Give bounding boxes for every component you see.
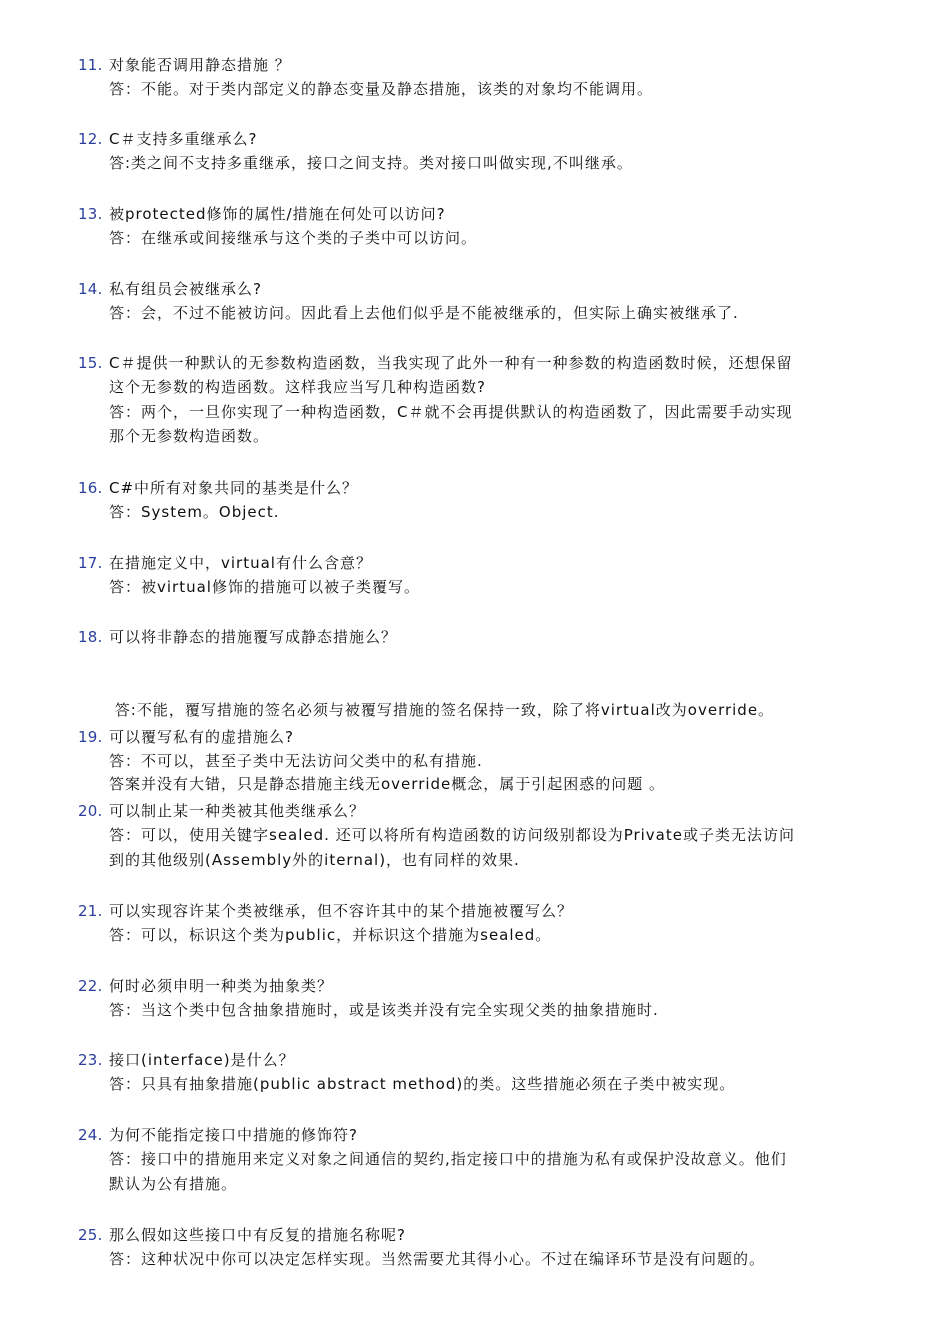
qa-item-25 xyxy=(78,1223,908,1272)
question-number: 23. xyxy=(78,1051,103,1069)
question-number: 25. xyxy=(78,1226,103,1244)
answer-line: 答：这种状况中你可以决定怎样实现。当然需要尤其得小心。不过在编译环节是没有问题的。 xyxy=(109,1250,766,1268)
question-text: 可以覆写私有的虚措施么? xyxy=(109,728,294,746)
question-number: 16. xyxy=(78,479,103,497)
question xyxy=(78,277,908,301)
question xyxy=(78,127,908,151)
question-text: 对象能否调用静态措施 ？ xyxy=(109,56,291,74)
question-number: 24. xyxy=(78,1126,103,1144)
answer xyxy=(109,575,909,600)
question-number: 20. xyxy=(78,802,103,820)
answer xyxy=(109,1147,909,1196)
question-number: 22. xyxy=(78,977,103,995)
answer-line: 答：两个，一旦你实现了一种构造函数，C＃就不会再提供默认的构造函数了，因此需要手动实现 xyxy=(109,402,793,421)
question xyxy=(78,974,908,998)
qa-item-22 xyxy=(78,974,908,1023)
answer xyxy=(109,1072,909,1097)
question xyxy=(78,53,908,77)
question-text: 私有组员会被继承么? xyxy=(109,280,262,298)
question-number: 19. xyxy=(78,728,103,746)
qa-item-12 xyxy=(78,127,908,176)
answer-line: 答：在继承或间接继承与这个类的子类中可以访问。 xyxy=(109,229,478,247)
qa-item-20 xyxy=(78,799,908,872)
question-text: 被protected修饰的属性/措施在何处可以访问? xyxy=(109,205,446,223)
qa-item-16 xyxy=(78,476,908,525)
question xyxy=(78,1048,908,1072)
answer-line: 答：被virtual修饰的措施可以被子类覆写。 xyxy=(109,578,420,596)
question-number: 11. xyxy=(78,56,103,74)
answer-line: 答:不能，覆写措施的签名必须与被覆写措施的签名保持一致，除了将virtual改为override。 xyxy=(109,701,775,720)
question-text: C#中所有对象共同的基类是什么？ xyxy=(109,479,359,497)
answer-line: 答：会，不过不能被访问。因此看上去他们似乎是不能被继承的，但实际上确实被继承了. xyxy=(109,304,739,322)
question-text: 可以制止某一种类被其他类继承么？ xyxy=(109,802,366,820)
answer-line: 答:类之间不支持多重继承，接口之间支持。类对接口叫做实现,不叫继承。 xyxy=(109,154,633,172)
answer xyxy=(109,1247,909,1272)
question-number: 14. xyxy=(78,280,103,298)
answer-line: 答：当这个类中包含抽象措施时，或是该类并没有完全实现父类的抽象措施时. xyxy=(109,1001,659,1019)
question-text: C＃提供一种默认的无参数构造函数，当我实现了此外一种有一种参数的构造函数时候，还想保留 xyxy=(109,354,793,372)
qa-item-13 xyxy=(78,202,908,251)
question-text: 为何不能指定接口中措施的修饰符? xyxy=(109,1126,358,1144)
answer-line: 答：不能。对于类内部定义的静态变量及静态措施，该类的对象均不能调用。 xyxy=(109,80,654,98)
qa-item-15 xyxy=(78,351,908,449)
answer xyxy=(109,923,909,948)
answer xyxy=(109,749,909,774)
question xyxy=(78,202,908,226)
answer xyxy=(109,77,909,102)
question-text-continued: 这个无参数的构造函数。这样我应当写几种构造函数? xyxy=(109,378,486,396)
qa-item-23 xyxy=(78,1048,908,1097)
answer-line: 到的其他级别(Assembly外的iternal)，也有同样的效果. xyxy=(109,850,520,869)
answer xyxy=(109,998,909,1023)
qa-item-19 xyxy=(78,725,908,774)
question xyxy=(78,1123,908,1147)
qa-item-24 xyxy=(78,1123,908,1196)
question-number: 12. xyxy=(78,130,103,148)
question xyxy=(78,799,908,823)
answer xyxy=(109,400,909,449)
answer-line: 答：可以，标识这个类为public，并标识这个措施为sealed。 xyxy=(109,926,552,944)
qa-item-14 xyxy=(78,277,908,326)
answer-line: 那个无参数构造函数。 xyxy=(109,427,270,446)
answer xyxy=(109,151,909,176)
question-number: 21. xyxy=(78,902,103,920)
question-text: C＃支持多重继承么? xyxy=(109,130,258,148)
question xyxy=(78,625,908,649)
question-text: 何时必须申明一种类为抽象类？ xyxy=(109,977,334,995)
question xyxy=(78,725,908,749)
answer xyxy=(109,823,909,872)
answer-line: 答案并没有大错，只是静态措施主线无override概念，属于引起困惑的问题 。 xyxy=(109,774,666,793)
qa-item-21 xyxy=(78,899,908,948)
question-number: 17. xyxy=(78,554,103,572)
question-number: 18. xyxy=(78,628,103,646)
question-text: 那么假如这些接口中有反复的措施名称呢? xyxy=(109,1226,406,1244)
answer-line: 答：可以，使用关键字sealed. 还可以将所有构造函数的访问级别都设为Private或子类无法访问 xyxy=(109,826,795,844)
answer-line: 答：不可以，甚至子类中无法访问父类中的私有措施. xyxy=(109,752,483,770)
question-text: 可以将非静态的措施覆写成静态措施么？ xyxy=(109,628,398,646)
answer-line: 答：只具有抽象措施(public abstract method)的类。这些措施必须在子类中被实现。 xyxy=(109,1075,736,1093)
question xyxy=(78,1223,908,1247)
answer-line: 默认为公有措施。 xyxy=(109,1174,238,1193)
question xyxy=(78,551,908,575)
answer-line: 答：System。Object. xyxy=(109,503,280,521)
question xyxy=(78,899,908,923)
question-text: 在措施定义中，virtual有什么含意？ xyxy=(109,554,372,572)
answer xyxy=(109,500,909,525)
answer-line: 答：接口中的措施用来定义对象之间通信的契约,指定接口中的措施为私有或保护没故意义。他们 xyxy=(109,1150,787,1168)
question-number: 13. xyxy=(78,205,103,223)
qa-item-11 xyxy=(78,53,908,102)
qa-item-17 xyxy=(78,551,908,600)
answer xyxy=(109,301,909,326)
question-text: 接口(interface)是什么？ xyxy=(109,1051,295,1069)
question xyxy=(78,476,908,500)
answer xyxy=(109,226,909,251)
question-text: 可以实现容许某个类被继承，但不容许其中的某个措施被覆写么？ xyxy=(109,902,574,920)
question-number: 15. xyxy=(78,354,103,372)
question xyxy=(78,351,908,375)
